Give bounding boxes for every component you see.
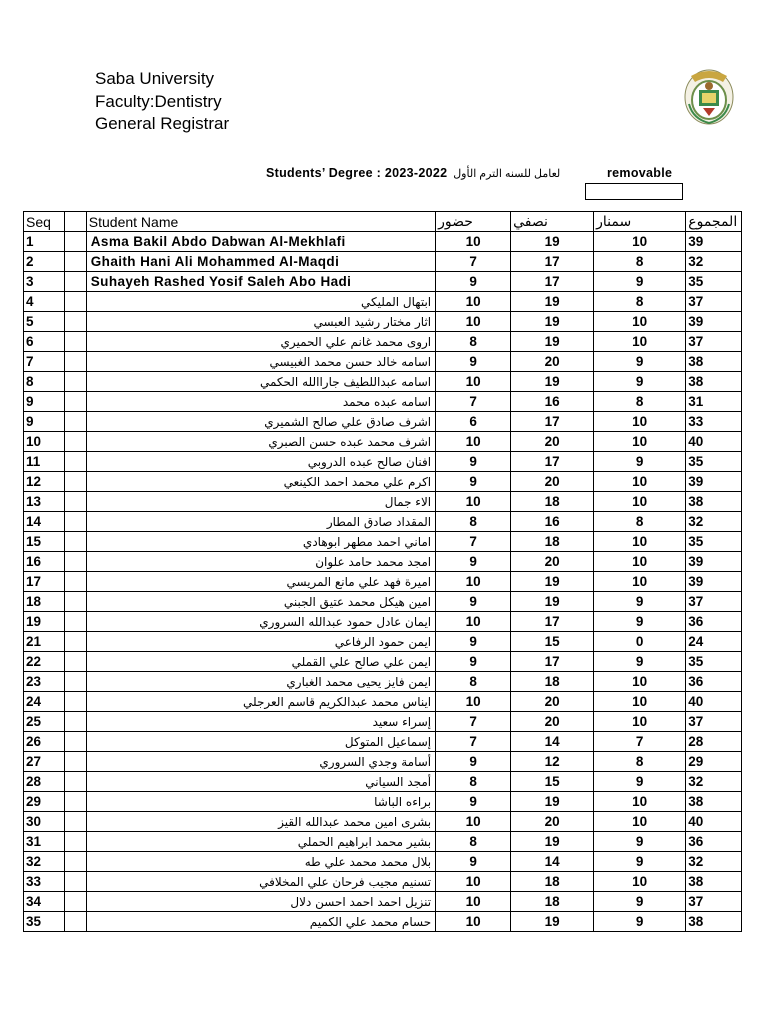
student-name-cell: اشرف صادق علي صالح الشميري xyxy=(86,412,435,432)
total-cell: 24 xyxy=(686,632,742,652)
midterm-cell: 17 xyxy=(511,272,594,292)
table-row xyxy=(24,472,742,492)
attendance-cell: 7 xyxy=(436,252,511,272)
total-cell: 37 xyxy=(686,292,742,312)
seminar-cell: 8 xyxy=(594,252,686,272)
student-name-cell: أسامة وجدي السروري xyxy=(86,752,435,772)
total-cell: 31 xyxy=(686,392,742,412)
student-name-cell: تسنيم مجيب فرحان علي المخلافي xyxy=(86,872,435,892)
midterm-cell: 19 xyxy=(511,372,594,392)
midterm-cell: 19 xyxy=(511,332,594,352)
midterm-cell: 19 xyxy=(511,572,594,592)
blank-cell xyxy=(64,492,86,512)
blank-header xyxy=(64,212,86,232)
seq-cell: 2 xyxy=(24,252,65,272)
seminar-cell: 10 xyxy=(594,712,686,732)
table-row xyxy=(24,392,742,412)
table-row xyxy=(24,592,742,612)
student-name-cell: ايمن علي صالح علي القملي xyxy=(86,652,435,672)
attendance-cell: 10 xyxy=(436,872,511,892)
midterm-cell: 20 xyxy=(511,472,594,492)
student-name-cell: Asma Bakil Abdo Dabwan Al-Mekhlafi xyxy=(86,232,435,252)
total-cell: 40 xyxy=(686,692,742,712)
blank-cell xyxy=(64,292,86,312)
midterm-cell: 19 xyxy=(511,592,594,612)
blank-cell xyxy=(64,892,86,912)
seq-cell: 14 xyxy=(24,512,65,532)
student-name-cell: ايمان عادل حمود عبدالله السروري xyxy=(86,612,435,632)
attendance-cell: 9 xyxy=(436,752,511,772)
total-cell: 38 xyxy=(686,912,742,932)
table-row xyxy=(24,672,742,692)
seq-cell: 28 xyxy=(24,772,65,792)
midterm-cell: 18 xyxy=(511,872,594,892)
university-header xyxy=(95,68,229,136)
blank-cell xyxy=(64,472,86,492)
seq-cell: 5 xyxy=(24,312,65,332)
attendance-cell: 10 xyxy=(436,612,511,632)
seminar-cell: 9 xyxy=(594,612,686,632)
blank-cell xyxy=(64,252,86,272)
table-row xyxy=(24,752,742,772)
seminar-cell: 10 xyxy=(594,332,686,352)
table-row xyxy=(24,272,742,292)
table-row xyxy=(24,732,742,752)
total-cell: 37 xyxy=(686,592,742,612)
student-name-cell: براءه الباشا xyxy=(86,792,435,812)
table-row xyxy=(24,512,742,532)
seq-cell: 29 xyxy=(24,792,65,812)
blank-cell xyxy=(64,512,86,532)
total-cell: 35 xyxy=(686,532,742,552)
seq-cell: 35 xyxy=(24,912,65,932)
table-row xyxy=(24,432,742,452)
table-row xyxy=(24,352,742,372)
seminar-cell: 9 xyxy=(594,832,686,852)
attendance-cell: 10 xyxy=(436,492,511,512)
seq-cell: 3 xyxy=(24,272,65,292)
attendance-cell: 10 xyxy=(436,692,511,712)
seminar-cell: 10 xyxy=(594,552,686,572)
attendance-cell: 7 xyxy=(436,732,511,752)
table-header-row xyxy=(24,212,742,232)
total-cell: 37 xyxy=(686,712,742,732)
table-row xyxy=(24,652,742,672)
seminar-cell: 9 xyxy=(594,912,686,932)
attendance-cell: 9 xyxy=(436,272,511,292)
seminar-cell: 10 xyxy=(594,312,686,332)
university-name: Saba University xyxy=(95,69,215,88)
seq-cell: 15 xyxy=(24,532,65,552)
seq-cell: 1 xyxy=(24,232,65,252)
table-row xyxy=(24,812,742,832)
total-cell: 33 xyxy=(686,412,742,432)
midterm-cell: 18 xyxy=(511,892,594,912)
attendance-header: حضور xyxy=(436,212,511,232)
seminar-header: سمنار xyxy=(594,212,686,232)
seq-cell: 8 xyxy=(24,372,65,392)
grades-table xyxy=(23,211,742,932)
seminar-cell: 9 xyxy=(594,272,686,292)
student-name-cell: امجد محمد حامد علوان xyxy=(86,552,435,572)
blank-cell xyxy=(64,432,86,452)
midterm-cell: 17 xyxy=(511,612,594,632)
seminar-cell: 10 xyxy=(594,492,686,512)
seminar-cell: 8 xyxy=(594,392,686,412)
blank-cell xyxy=(64,552,86,572)
seq-cell: 13 xyxy=(24,492,65,512)
removable-box xyxy=(585,183,683,200)
student-name-cell: اروى محمد غانم علي الحميري xyxy=(86,332,435,352)
midterm-cell: 20 xyxy=(511,812,594,832)
attendance-cell: 8 xyxy=(436,832,511,852)
midterm-cell: 15 xyxy=(511,632,594,652)
office-name: General Registrar xyxy=(95,114,230,133)
student-name-cell: أمجد السياني xyxy=(86,772,435,792)
student-name-cell: إسماعيل المتوكل xyxy=(86,732,435,752)
attendance-cell: 10 xyxy=(436,812,511,832)
seminar-cell: 10 xyxy=(594,672,686,692)
midterm-cell: 14 xyxy=(511,732,594,752)
blank-cell xyxy=(64,712,86,732)
total-cell: 32 xyxy=(686,772,742,792)
table-row xyxy=(24,492,742,512)
total-cell: 39 xyxy=(686,552,742,572)
seminar-cell: 9 xyxy=(594,372,686,392)
seminar-cell: 9 xyxy=(594,592,686,612)
student-name-cell: اسامه عبده محمد xyxy=(86,392,435,412)
attendance-cell: 10 xyxy=(436,372,511,392)
blank-cell xyxy=(64,632,86,652)
seminar-cell: 8 xyxy=(594,292,686,312)
seq-header: Seq xyxy=(24,212,65,232)
seq-cell: 7 xyxy=(24,352,65,372)
table-row xyxy=(24,852,742,872)
total-cell: 40 xyxy=(686,432,742,452)
seminar-cell: 9 xyxy=(594,452,686,472)
blank-cell xyxy=(64,412,86,432)
table-row xyxy=(24,772,742,792)
student-name-cell: Suhayeh Rashed Yosif Saleh Abo Hadi xyxy=(86,272,435,292)
seq-cell: 16 xyxy=(24,552,65,572)
midterm-cell: 17 xyxy=(511,452,594,472)
midterm-cell: 14 xyxy=(511,852,594,872)
seminar-cell: 9 xyxy=(594,892,686,912)
midterm-cell: 20 xyxy=(511,712,594,732)
midterm-cell: 17 xyxy=(511,412,594,432)
blank-cell xyxy=(64,752,86,772)
table-row xyxy=(24,692,742,712)
university-logo xyxy=(683,64,735,126)
student-name-cell: بشير محمد ابراهيم الحملي xyxy=(86,832,435,852)
student-name-cell: بشرى امين محمد عبدالله القيز xyxy=(86,812,435,832)
table-row xyxy=(24,872,742,892)
blank-cell xyxy=(64,572,86,592)
name-header: Student Name xyxy=(86,212,435,232)
seq-cell: 23 xyxy=(24,672,65,692)
midterm-cell: 18 xyxy=(511,532,594,552)
student-name-cell: الاء جمال xyxy=(86,492,435,512)
attendance-cell: 8 xyxy=(436,512,511,532)
attendance-cell: 9 xyxy=(436,552,511,572)
seminar-cell: 8 xyxy=(594,752,686,772)
total-cell: 35 xyxy=(686,272,742,292)
student-name-cell: اسامه خالد حسن محمد الغبيسي xyxy=(86,352,435,372)
blank-cell xyxy=(64,692,86,712)
table-row xyxy=(24,312,742,332)
attendance-cell: 10 xyxy=(436,232,511,252)
seq-cell: 6 xyxy=(24,332,65,352)
attendance-cell: 7 xyxy=(436,712,511,732)
table-row xyxy=(24,292,742,312)
seminar-cell: 9 xyxy=(594,652,686,672)
attendance-cell: 9 xyxy=(436,792,511,812)
blank-cell xyxy=(64,612,86,632)
seminar-cell: 10 xyxy=(594,572,686,592)
blank-cell xyxy=(64,592,86,612)
total-cell: 39 xyxy=(686,312,742,332)
attendance-cell: 6 xyxy=(436,412,511,432)
student-name-cell: اكرم علي محمد احمد الكينعي xyxy=(86,472,435,492)
total-header: المجموع xyxy=(686,212,742,232)
total-cell: 28 xyxy=(686,732,742,752)
seq-cell: 33 xyxy=(24,872,65,892)
student-name-cell: اثار مختار رشيد العبسي xyxy=(86,312,435,332)
blank-cell xyxy=(64,272,86,292)
student-name-cell: ايمن حمود الرفاعي xyxy=(86,632,435,652)
student-name-cell: Ghaith Hani Ali Mohammed Al-Maqdi xyxy=(86,252,435,272)
table-row xyxy=(24,552,742,572)
seminar-cell: 10 xyxy=(594,432,686,452)
total-cell: 38 xyxy=(686,372,742,392)
table-row xyxy=(24,232,742,252)
attendance-cell: 9 xyxy=(436,852,511,872)
student-name-cell: اميرة فهد علي مانع المريسي xyxy=(86,572,435,592)
attendance-cell: 8 xyxy=(436,672,511,692)
table-row xyxy=(24,572,742,592)
blank-cell xyxy=(64,832,86,852)
attendance-cell: 10 xyxy=(436,292,511,312)
attendance-cell: 9 xyxy=(436,632,511,652)
total-cell: 39 xyxy=(686,472,742,492)
student-name-cell: اشرف محمد عبده حسن الصبري xyxy=(86,432,435,452)
removable-label: removable xyxy=(607,166,673,180)
total-cell: 38 xyxy=(686,792,742,812)
seq-cell: 32 xyxy=(24,852,65,872)
total-cell: 37 xyxy=(686,332,742,352)
midterm-cell: 17 xyxy=(511,252,594,272)
blank-cell xyxy=(64,332,86,352)
attendance-cell: 9 xyxy=(436,452,511,472)
seq-cell: 9 xyxy=(24,412,65,432)
total-cell: 39 xyxy=(686,572,742,592)
student-name-cell: تنزيل احمد احمد احسن دلال xyxy=(86,892,435,912)
total-cell: 39 xyxy=(686,232,742,252)
seminar-cell: 10 xyxy=(594,412,686,432)
degree-title xyxy=(266,166,562,180)
seminar-cell: 7 xyxy=(594,732,686,752)
midterm-cell: 12 xyxy=(511,752,594,772)
total-cell: 32 xyxy=(686,852,742,872)
total-cell: 32 xyxy=(686,252,742,272)
seq-cell: 18 xyxy=(24,592,65,612)
seq-cell: 19 xyxy=(24,612,65,632)
table-row xyxy=(24,412,742,432)
attendance-cell: 9 xyxy=(436,652,511,672)
midterm-cell: 20 xyxy=(511,352,594,372)
table-row xyxy=(24,632,742,652)
student-name-cell: امين هيكل محمد عتيق الجبني xyxy=(86,592,435,612)
seminar-cell: 8 xyxy=(594,512,686,532)
attendance-cell: 10 xyxy=(436,912,511,932)
blank-cell xyxy=(64,772,86,792)
student-name-cell: بلال محمد محمد علي طه xyxy=(86,852,435,872)
seminar-cell: 9 xyxy=(594,352,686,372)
table-row xyxy=(24,832,742,852)
attendance-cell: 8 xyxy=(436,772,511,792)
student-name-cell: اماني احمد مطهر ابوهادي xyxy=(86,532,435,552)
table-row xyxy=(24,612,742,632)
table-row xyxy=(24,892,742,912)
seq-cell: 17 xyxy=(24,572,65,592)
midterm-cell: 15 xyxy=(511,772,594,792)
seq-cell: 22 xyxy=(24,652,65,672)
attendance-cell: 7 xyxy=(436,392,511,412)
total-cell: 32 xyxy=(686,512,742,532)
midterm-cell: 20 xyxy=(511,432,594,452)
student-name-cell: اسامه عبداللطيف جاراالله الحكمي xyxy=(86,372,435,392)
blank-cell xyxy=(64,392,86,412)
blank-cell xyxy=(64,792,86,812)
blank-cell xyxy=(64,852,86,872)
seq-cell: 25 xyxy=(24,712,65,732)
blank-cell xyxy=(64,912,86,932)
seq-cell: 30 xyxy=(24,812,65,832)
seminar-cell: 9 xyxy=(594,772,686,792)
attendance-cell: 7 xyxy=(436,532,511,552)
table-row xyxy=(24,712,742,732)
table-row xyxy=(24,372,742,392)
seq-cell: 26 xyxy=(24,732,65,752)
total-cell: 29 xyxy=(686,752,742,772)
seminar-cell: 10 xyxy=(594,872,686,892)
degree-arabic: لعامل للسنه الترم الأول xyxy=(453,168,561,180)
student-name-cell: المقداد صادق المطار xyxy=(86,512,435,532)
seminar-cell: 10 xyxy=(594,472,686,492)
attendance-cell: 9 xyxy=(436,592,511,612)
total-cell: 35 xyxy=(686,452,742,472)
total-cell: 36 xyxy=(686,672,742,692)
seminar-cell: 0 xyxy=(594,632,686,652)
degree-prefix: Students’ Degree : 2023-2022 xyxy=(266,166,448,180)
midterm-cell: 19 xyxy=(511,232,594,252)
student-name-cell: افنان صالح عبده الدروبي xyxy=(86,452,435,472)
midterm-cell: 20 xyxy=(511,692,594,712)
blank-cell xyxy=(64,232,86,252)
student-name-cell: إسراء سعيد xyxy=(86,712,435,732)
attendance-cell: 9 xyxy=(436,352,511,372)
student-name-cell: ابتهال المليكي xyxy=(86,292,435,312)
seq-cell: 24 xyxy=(24,692,65,712)
table-row xyxy=(24,452,742,472)
table-row xyxy=(24,532,742,552)
table-row xyxy=(24,252,742,272)
blank-cell xyxy=(64,352,86,372)
midterm-cell: 20 xyxy=(511,552,594,572)
blank-cell xyxy=(64,372,86,392)
seminar-cell: 10 xyxy=(594,532,686,552)
seq-cell: 34 xyxy=(24,892,65,912)
attendance-cell: 10 xyxy=(436,572,511,592)
blank-cell xyxy=(64,532,86,552)
student-name-cell: ايناس محمد عبدالكريم قاسم العرجلي xyxy=(86,692,435,712)
total-cell: 38 xyxy=(686,872,742,892)
total-cell: 35 xyxy=(686,652,742,672)
blank-cell xyxy=(64,872,86,892)
midterm-cell: 19 xyxy=(511,912,594,932)
blank-cell xyxy=(64,452,86,472)
seminar-cell: 10 xyxy=(594,792,686,812)
attendance-cell: 8 xyxy=(436,332,511,352)
blank-cell xyxy=(64,672,86,692)
midterm-cell: 18 xyxy=(511,672,594,692)
midterm-header: نصفي xyxy=(511,212,594,232)
seminar-cell: 10 xyxy=(594,692,686,712)
midterm-cell: 19 xyxy=(511,312,594,332)
seminar-cell: 10 xyxy=(594,812,686,832)
midterm-cell: 19 xyxy=(511,832,594,852)
student-name-cell: ايمن فايز يحيى محمد الغباري xyxy=(86,672,435,692)
total-cell: 37 xyxy=(686,892,742,912)
total-cell: 36 xyxy=(686,832,742,852)
attendance-cell: 10 xyxy=(436,892,511,912)
table-row xyxy=(24,912,742,932)
blank-cell xyxy=(64,732,86,752)
total-cell: 38 xyxy=(686,352,742,372)
table-row xyxy=(24,332,742,352)
seq-cell: 31 xyxy=(24,832,65,852)
seq-cell: 10 xyxy=(24,432,65,452)
midterm-cell: 16 xyxy=(511,392,594,412)
seq-cell: 27 xyxy=(24,752,65,772)
seq-cell: 21 xyxy=(24,632,65,652)
total-cell: 38 xyxy=(686,492,742,512)
blank-cell xyxy=(64,812,86,832)
midterm-cell: 19 xyxy=(511,792,594,812)
attendance-cell: 10 xyxy=(436,312,511,332)
midterm-cell: 17 xyxy=(511,652,594,672)
total-cell: 36 xyxy=(686,612,742,632)
midterm-cell: 19 xyxy=(511,292,594,312)
total-cell: 40 xyxy=(686,812,742,832)
blank-cell xyxy=(64,652,86,672)
seq-cell: 4 xyxy=(24,292,65,312)
blank-cell xyxy=(64,312,86,332)
seq-cell: 12 xyxy=(24,472,65,492)
attendance-cell: 10 xyxy=(436,432,511,452)
table-row xyxy=(24,792,742,812)
attendance-cell: 9 xyxy=(436,472,511,492)
seminar-cell: 9 xyxy=(594,852,686,872)
midterm-cell: 16 xyxy=(511,512,594,532)
midterm-cell: 18 xyxy=(511,492,594,512)
seq-cell: 9 xyxy=(24,392,65,412)
seminar-cell: 10 xyxy=(594,232,686,252)
seq-cell: 11 xyxy=(24,452,65,472)
faculty-name: Faculty:Dentistry xyxy=(95,91,222,111)
student-name-cell: حسام محمد علي الكميم xyxy=(86,912,435,932)
